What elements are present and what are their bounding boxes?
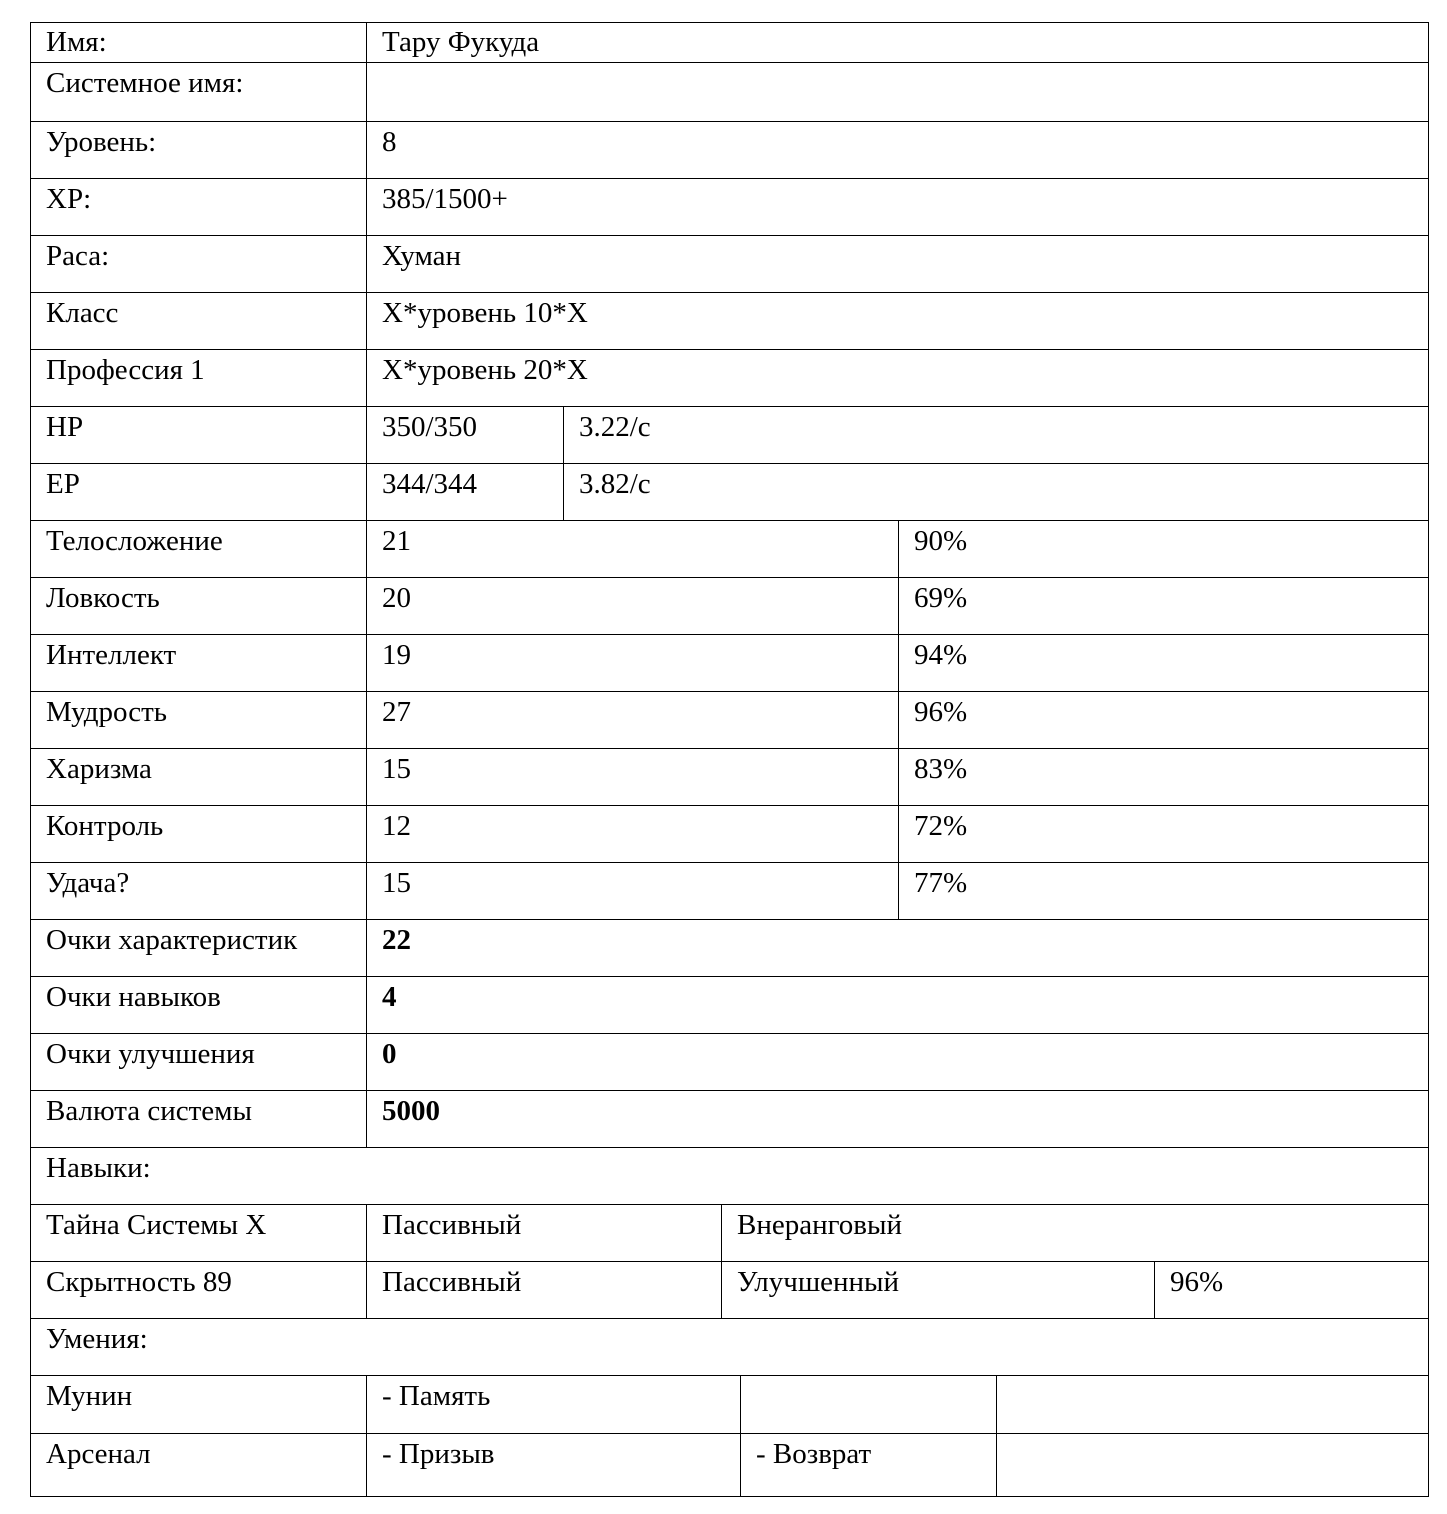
- profession-label: Профессия 1: [46, 354, 205, 386]
- skills-header-row: [31, 1147, 1428, 1205]
- attribute-label: Удача?: [46, 867, 130, 899]
- class-value: X*уровень 10*X: [366, 293, 1428, 350]
- attribute-label: Харизма: [46, 753, 152, 785]
- points-row: [31, 976, 1428, 1034]
- attribute-label: Мудрость: [46, 696, 167, 728]
- attribute-label: Интеллект: [46, 639, 177, 671]
- attribute-percent: 69%: [898, 578, 1428, 635]
- ability-name: Мунин: [46, 1380, 133, 1412]
- class-label: Класс: [46, 297, 119, 329]
- ability-row: [31, 1375, 1428, 1434]
- hp-row: [31, 406, 1428, 464]
- attribute-value: 15: [366, 749, 898, 806]
- race-value: Хуман: [366, 236, 1428, 293]
- system-name-row: [31, 62, 1428, 122]
- xp-value: 385/1500+: [366, 179, 1428, 236]
- race-label: Раса:: [46, 240, 110, 272]
- name-row: [31, 23, 1428, 62]
- points-row: [31, 1090, 1428, 1148]
- points-row: [31, 919, 1428, 977]
- attribute-value: 12: [366, 806, 898, 863]
- skill-rank: Внеранговый: [721, 1205, 1428, 1262]
- level-value: 8: [366, 122, 1428, 179]
- profession-row: [31, 349, 1428, 407]
- attribute-value: 19: [366, 635, 898, 692]
- attribute-percent: 83%: [898, 749, 1428, 806]
- attribute-label: Ловкость: [46, 582, 160, 614]
- skill-progress: 96%: [1154, 1262, 1428, 1319]
- abilities-header-row: [31, 1318, 1428, 1376]
- attribute-row: [31, 805, 1428, 863]
- attribute-percent: 90%: [898, 521, 1428, 578]
- skill-row: [31, 1204, 1428, 1262]
- attribute-value: 15: [366, 863, 898, 920]
- attribute-percent: 72%: [898, 806, 1428, 863]
- ep-regen: 3.82/с: [563, 464, 1428, 521]
- points-label: Очки улучшения: [46, 1038, 255, 1070]
- points-value: 22: [366, 920, 1428, 977]
- ep-label: EP: [46, 468, 80, 500]
- points-label: Очки характеристик: [46, 924, 298, 956]
- attribute-percent: 96%: [898, 692, 1428, 749]
- skill-type: Пассивный: [366, 1205, 721, 1262]
- name-value: Тару Фукуда: [366, 23, 1428, 62]
- skill-rank: Улучшенный: [721, 1262, 1154, 1319]
- ability-action: [996, 1376, 1428, 1434]
- abilities-header: Умения:: [46, 1323, 148, 1355]
- points-value: 0: [366, 1034, 1428, 1091]
- character-sheet: [30, 22, 1429, 1497]
- points-row: [31, 1033, 1428, 1091]
- attribute-value: 20: [366, 578, 898, 635]
- attribute-percent: 77%: [898, 863, 1428, 920]
- skill-name: Тайна Системы X: [46, 1209, 267, 1241]
- name-label: Имя:: [46, 26, 107, 58]
- attribute-row: [31, 577, 1428, 635]
- points-label: Валюта системы: [46, 1095, 253, 1127]
- hp-value: 350/350: [366, 407, 563, 464]
- class-row: [31, 292, 1428, 350]
- ability-name: Арсенал: [46, 1438, 151, 1470]
- attribute-label: Контроль: [46, 810, 164, 842]
- points-value: 4: [366, 977, 1428, 1034]
- attribute-row: [31, 691, 1428, 749]
- skills-header: Навыки:: [46, 1152, 151, 1184]
- skill-name: Скрытность 89: [46, 1266, 232, 1298]
- points-label: Очки навыков: [46, 981, 221, 1013]
- attribute-row: [31, 748, 1428, 806]
- skill-row: [31, 1261, 1428, 1319]
- profession-value: X*уровень 20*X: [366, 350, 1428, 407]
- attribute-row: [31, 520, 1428, 578]
- ability-action: - Возврат: [740, 1434, 996, 1497]
- attribute-value: 21: [366, 521, 898, 578]
- ability-action: [996, 1434, 1428, 1497]
- race-row: [31, 235, 1428, 293]
- ep-value: 344/344: [366, 464, 563, 521]
- xp-label: XP:: [46, 183, 92, 215]
- skill-type: Пассивный: [366, 1262, 721, 1319]
- level-label: Уровень:: [46, 126, 157, 158]
- ability-action: - Призыв: [366, 1434, 740, 1497]
- ability-row: [31, 1433, 1428, 1497]
- attribute-percent: 94%: [898, 635, 1428, 692]
- xp-row: [31, 178, 1428, 236]
- ability-action: - Память: [366, 1376, 740, 1434]
- attribute-value: 27: [366, 692, 898, 749]
- system-name-label: Системное имя:: [46, 67, 244, 99]
- attribute-row: [31, 862, 1428, 920]
- attribute-label: Телосложение: [46, 525, 223, 557]
- ep-row: [31, 463, 1428, 521]
- level-row: [31, 121, 1428, 179]
- hp-label: HP: [46, 411, 84, 443]
- hp-regen: 3.22/с: [563, 407, 1428, 464]
- points-value: 5000: [366, 1091, 1428, 1148]
- attribute-row: [31, 634, 1428, 692]
- system-name-value: [366, 63, 1428, 122]
- ability-action: [740, 1376, 996, 1434]
